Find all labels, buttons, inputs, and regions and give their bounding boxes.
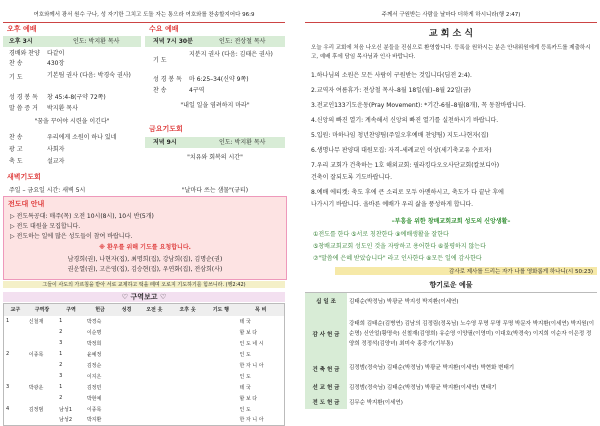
- evening-time-row: 저녁 7시 30분 인도: 전상철 목사: [145, 36, 285, 47]
- table-row: [4, 382, 285, 393]
- table-cell: 인 도: [239, 373, 251, 380]
- news-item: 4.신앙의 빠진 열기: 계속해서 신앙의 빠진 열기를 실천하시기 바랍니다.: [311, 117, 499, 124]
- divider: [3, 22, 285, 23]
- table-cell: 박광운: [28, 384, 44, 391]
- evangel-prayer-request: ※ 환우를 위해 기도를 요청합니다.: [99, 244, 191, 251]
- morning-row: 축 도 설교자: [9, 158, 65, 165]
- table-cell: 1: [59, 384, 63, 390]
- table-cell: 이지은: [86, 373, 102, 380]
- news-item: 6.생명나무 판양대 대원모집: 자격-세례교인 이상(세기축교유 수료자): [311, 147, 492, 154]
- table-cell: 테 국: [239, 318, 251, 325]
- table-cell: 인 도: [239, 406, 251, 413]
- table-cell: 한 자 니 아: [239, 417, 264, 424]
- table-cell: 인 도: [239, 351, 251, 358]
- evangel-line: ▷ 전도하는 일에 많은 성도들이 참여 바랍니다.: [10, 233, 133, 240]
- news-item: 5.입원: 마하나임 청년찬양팀(주일오후예배 찬양팀) 지도-나현자(집): [311, 132, 489, 139]
- table-cell: 한 자 니 아: [239, 362, 264, 369]
- offering-verse: 감사로 제사를 드리는 자가 나를 영화롭게 하나니(시 50:23): [335, 267, 597, 275]
- prayer-title: –부흥을 위한 창배교회교회 성도의 신앙생활–: [391, 218, 511, 225]
- table-cell: 3: [59, 373, 63, 379]
- table-cell: 1: [59, 318, 63, 324]
- table-cell: 이종목: [86, 406, 102, 413]
- morning-time-row: 오후 3시 인도: 박지환 목사: [3, 36, 141, 47]
- district-header: 오후 옷: [179, 307, 196, 314]
- table-cell: 김정순: [86, 362, 102, 369]
- right-top-verse: 주께서 구원받는 사람을 날마다 더하게 하시니라(행 2:47): [381, 12, 521, 18]
- table-row: [4, 371, 285, 382]
- table-cell: 2: [59, 362, 63, 368]
- quote: "날마다 쓰는 샘물"(규티): [181, 187, 249, 194]
- table-row: [305, 379, 597, 395]
- morning-row: 기 도 기본팀 권사 (다음: 박경숙 권사): [9, 72, 131, 81]
- table-row: [4, 316, 285, 327]
- district-title: ♡ 구역보고 ♡: [3, 292, 285, 302]
- offering-names: 김무순 박지환(이세연): [349, 399, 403, 406]
- news-item: 8.예배 에티켓: 축도 후에 큰 소리로 모두 아멘하시고, 축도가 다 끝난 후에: [311, 189, 504, 196]
- table-cell: 1: [59, 351, 63, 357]
- evening-row: 찬 송 4구역: [153, 87, 205, 94]
- left-panel: [3, 0, 285, 424]
- evangel-line: ▷ 전도특공대: 매주(목) 오전 10시(8시), 10시 반(5개): [10, 213, 154, 220]
- table-cell: 4: [6, 406, 10, 412]
- district-header: 교구: [10, 307, 21, 314]
- evangel-title: 전도대 안내: [8, 200, 45, 208]
- prayer-line: ①전도를 한다 ⑤서로 칭찬한다 ⑨예배생활을 잘한다: [313, 231, 449, 238]
- news-item: 2.교역자 여름휴가: 전상철 목사–8월 18일(월)–8월 22일(금): [311, 87, 471, 94]
- table-cell: 남성2: [59, 417, 73, 424]
- table-row: [305, 359, 597, 379]
- table-row: [4, 404, 285, 415]
- table-cell: 인 도 네 시: [239, 340, 264, 347]
- district-header: 구역: [66, 307, 76, 314]
- evangel-line: 권운열(권), 고은영(집), 김승현(집), 우연화(집), 전삼희(사): [67, 266, 223, 273]
- offering-names: 강태희 김태순(김병연) 김남의 김정림(정옥님) 노수영 무명 무명 무명 박문자 박지환(이세연) 박지원(이순명) 신안얼(황명숙) 신철재(김영희) 유순영 이양필(이영미) 이대호(박경숙) 이지희 이순자 이은정 정양희 정정석(김양녀) 최미숙 홍중기(기부통): [349, 320, 595, 347]
- table-cell: 김정민: [86, 384, 102, 391]
- table-row: [4, 327, 285, 338]
- morning-row: 성 경 봉 독 창 45:4-8(구약 72쪽): [9, 94, 106, 101]
- offering-label: 전 도 헌 금: [305, 395, 347, 409]
- offering-title: 향기로운 예물: [429, 281, 473, 289]
- news-item: 1.하나님의 소원은 모든 사람이 구원받는 것입니다(딤전 2:4).: [311, 72, 472, 79]
- table-cell: 할 보 다: [239, 395, 258, 402]
- right-panel: [305, 0, 597, 424]
- district-table: [3, 303, 285, 426]
- morning-row: 찬 송 우리에게 소원이 하나 있네: [9, 134, 117, 141]
- table-cell: 2: [6, 351, 10, 357]
- evening-row: 기 도 지분지 권사 (다음: 김태은 권사): [153, 51, 273, 64]
- morning-row: 말 씀 증 거 박지환 목사: [9, 105, 78, 112]
- table-cell: 김정범: [28, 406, 44, 413]
- prayer-line: ⑦"말씀에 은혜 받았습니다" 라고 인사한다 ⑧모든 일에 감사한다: [313, 255, 482, 262]
- table-cell: 박현예: [86, 395, 102, 402]
- offering-label: 십 일 조: [305, 293, 347, 309]
- offering-label: 선 교 헌 금: [305, 379, 347, 395]
- table-cell: 박경숙: [86, 318, 102, 325]
- table-cell: 테 국: [239, 384, 251, 391]
- table-cell: 3: [59, 340, 63, 346]
- prayer-line: ⑤창배교회교회 성도인 것을 자랑하고 용어한다 ⑥불평하지 않는다: [313, 243, 486, 250]
- table-row: [305, 309, 597, 359]
- friday-sermon: "치유와 회복의 시간": [187, 154, 243, 161]
- friday-title: 금요기도회: [149, 125, 183, 133]
- morning-row: 경배와 찬양 다같이: [9, 50, 65, 57]
- district-header: 구역장: [34, 307, 50, 314]
- table-row: [4, 360, 285, 371]
- table-cell: 3: [6, 384, 10, 390]
- table-cell: 2: [59, 395, 63, 401]
- district-header: 오전 옷: [146, 307, 163, 314]
- news-item: 3.전교인133기도운동(Pray Movement): *기간-6월–8월(8개), 꼭 동참바랍니다.: [311, 102, 526, 109]
- dawn-text: 주일 – 금요일 시간: 새벽 5시: [9, 187, 86, 194]
- offering-label: 감 사 헌 금: [305, 309, 347, 359]
- morning-title: 오후 예배: [7, 25, 37, 33]
- left-top-verse: 여호와께서 광서 원수 구나, 성 자기한 그치고 도돌 자는 통으라 여호와를 찬송할지어다 96:9: [33, 12, 255, 18]
- table-row: [305, 395, 597, 409]
- news-item: 7.우리 교회가 건축하는 1호 해외교회: 필라킹다오오사단교회(칼보디아): [311, 162, 500, 169]
- evening-row: 성 경 봉 독 마 6:25–34(신약 9쪽): [153, 76, 249, 83]
- dawn-title: 새벽기도회: [7, 173, 41, 181]
- table-row: [305, 293, 597, 309]
- offering-label: 건 축 헌 금: [305, 359, 347, 379]
- offering-table: [305, 292, 597, 409]
- table-cell: 윤예정: [86, 351, 102, 358]
- table-cell: 이순명: [86, 329, 102, 336]
- morning-row: 광 고 사회자: [9, 146, 65, 153]
- offering-names: 김정범(정숙님) 김태순(박정님) 박광균 박지환(이세연) 박현화 변태기: [349, 365, 515, 371]
- district-header-row: [4, 304, 285, 316]
- evening-title: 수요 예배: [149, 25, 179, 33]
- table-cell: 박지환: [86, 417, 102, 424]
- morning-row: 찬 송 430장: [9, 60, 65, 67]
- morning-sermon: "꿈을 꾸어야 시련을 이긴다": [34, 118, 110, 125]
- friday-time-row: 저녁 9시 인도: 박지환 목사: [145, 137, 285, 148]
- district-header: 성경: [121, 307, 132, 314]
- divider: [305, 22, 597, 23]
- table-cell: 신철재: [28, 318, 44, 325]
- district-header: 기도 행: [212, 307, 229, 314]
- offering-names: 김정범(정숙님) 김태순(박정님) 박광균 박지환(이세연) 변태기: [349, 384, 497, 391]
- district-header: 헌금: [95, 307, 105, 314]
- evening-sermon: "내일 일을 염려하지 마라": [180, 102, 250, 109]
- evangel-line: 남경희(권), 나현자(집), 최명희(집), 강남희(집), 김명순(권): [67, 256, 223, 263]
- table-cell: 남성1: [59, 406, 73, 413]
- table-row: [4, 393, 285, 404]
- table-cell: 2: [59, 329, 63, 335]
- table-row: [4, 349, 285, 360]
- table-cell: 할 보 다: [239, 329, 258, 336]
- table-row: [4, 338, 285, 349]
- evangel-line: ▷ 전도 대원을 모집합니다.: [10, 223, 81, 230]
- note: 그들이 사도의 가르침을 받아 서로 교제하고 떡을 떼며 오로지 기도하기를 힘쓰니라. (행2:42): [3, 281, 285, 288]
- district-header: 목 비: [255, 307, 267, 314]
- table-cell: 박정희: [86, 340, 102, 347]
- news-intro: 오늘 우리 교회에 처음 나오신 분들을 진심으로 환영합니다. 등록을 원하시는 분은 안내위원에게 등록카드를 제출하시고, 예배 후에 담임 목사님과 인사 바랍니다.: [311, 45, 591, 60]
- news-title: 교 회 소 식: [428, 29, 474, 39]
- evangel-box: [3, 196, 287, 280]
- news-item: 건축이 잘되도록 기도바랍니다.: [311, 174, 393, 181]
- news-item: 나가시기 바랍니다. 올바른 예배가 우리 삶을 풍성하게 합니다.: [311, 201, 474, 208]
- table-cell: 이종목: [28, 351, 44, 358]
- table-cell: 1: [6, 318, 10, 324]
- offering-names: 김태순(박정님) 박광균 박지성 박지환(이세연): [349, 298, 459, 305]
